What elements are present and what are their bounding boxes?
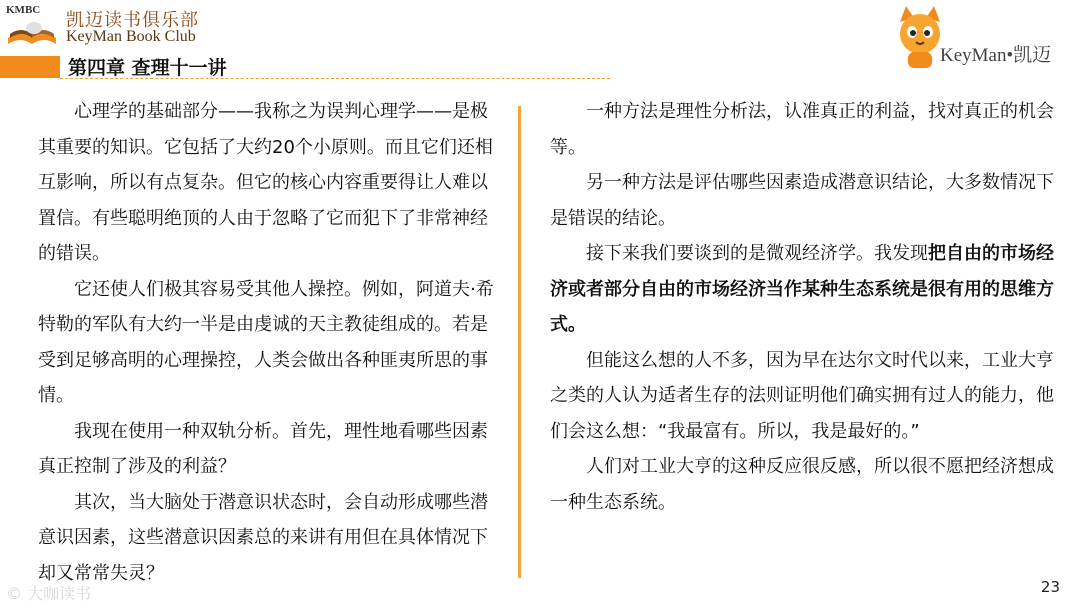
left-paragraph-1: 心理学的基础部分——我称之为误判心理学——是极其重要的知识。它包括了大约20个小原则。而且它们还相互影响，所以有点复杂。但它的核心内容重要得让人难以置信。有些聪明绝顶的人由于忽略了它而犯下了非常神经的错误。 (38, 101, 493, 264)
right-column (550, 94, 1062, 520)
right-paragraph-2: 另一种方法是评估哪些因素造成潜意识结论，大多数情况下是错误的结论。 (550, 172, 1054, 229)
right-paragraph-5: 人们对工业大亨的这种反应很反感，所以很不愿把经济想成一种生态系统。 (550, 456, 1054, 513)
club-name-en: KeyMan Book Club (66, 28, 196, 45)
title-accent-bar (0, 56, 60, 78)
kmbc-logo-text: KMBC (6, 4, 41, 16)
right-paragraph-1: 一种方法是理性分析法，认准真正的利益，找对真正的机会等。 (550, 101, 1054, 158)
right-paragraph-3-bold: 把自由的市场经济或者部分自由的市场经济当作某种生态系统是很有用的思维方式。 (550, 243, 1054, 335)
left-paragraph-4: 其次，当大脑处于潜意识状态时，会自动形成哪些潜意识因素，这些潜意识因素总的来讲有用但在具体情况下却又常常失灵？ (38, 491, 488, 584)
watermark: © 大咖读书 (6, 584, 92, 603)
page-number: 23 (1040, 578, 1060, 596)
left-paragraph-2: 它还使人们极其容易受其他人操控。例如，阿道夫·希特勒的军队有大约一半是由虔诚的天主教徒组成的。若是受到足够高明的心理操控，人类会做出各种匪夷所思的事情。 (38, 278, 494, 406)
chapter-title: 第四章 查理十一讲 (68, 57, 227, 79)
right-paragraph-3-normal: 接下来我们要谈到的是微观经济学。我发现 (586, 243, 928, 264)
left-paragraph-3: 我现在使用一种双轨分析。首先，理性地看哪些因素真正控制了涉及的利益？ (38, 420, 488, 477)
club-name-cn: 凯迈读书俱乐部 (66, 10, 199, 31)
right-paragraph-4: 但能这么想的人不多，因为早在达尔文时代以来，工业大亨之类的人认为适者生存的法则证明他们确实拥有过人的能力，他们会这么想：“我最富有。所以，我是最好的。” (550, 349, 1054, 442)
left-column (38, 94, 504, 591)
brand-text: KeyMan•凯迈 (940, 45, 1052, 66)
column-divider (518, 106, 521, 578)
right-paragraph-3 (550, 236, 1062, 343)
